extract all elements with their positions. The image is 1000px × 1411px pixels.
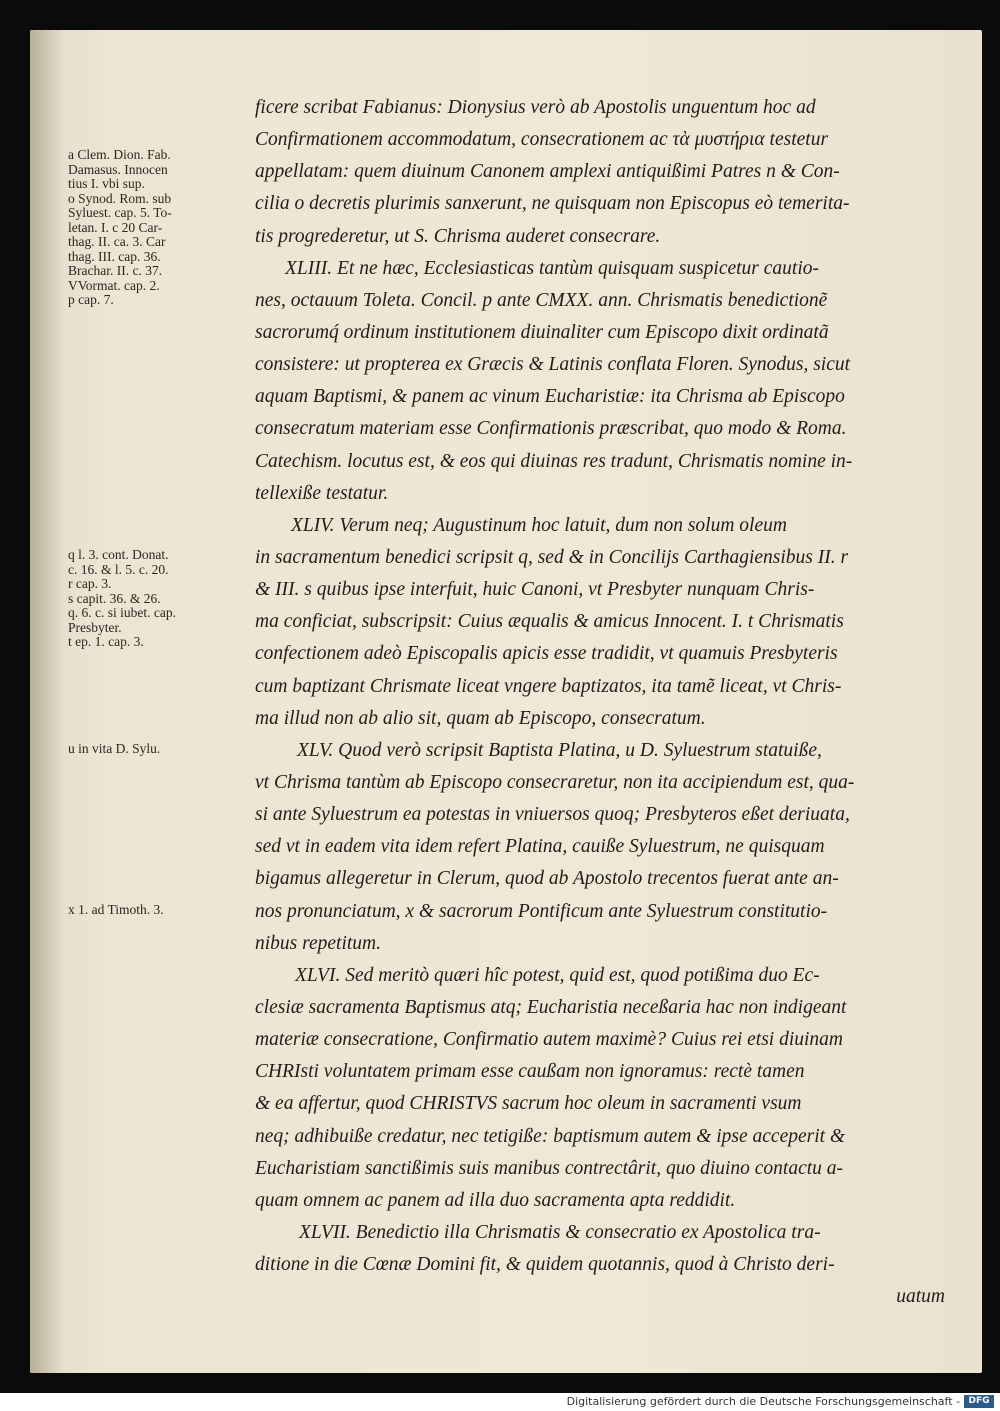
funding-credit: Digitalisierung gefördert durch die Deutsche Forschungsgemeinschaft -: [566, 1395, 960, 1408]
margin-note: x 1. ad Timoth. 3.: [68, 902, 164, 917]
gutter-shadow: [30, 30, 64, 1373]
text-line: bigamus allegeretur in Clerum, quod ab Apostolo trecentos fuerat ante an-: [255, 868, 839, 890]
text-line: materiæ consecratione, Confirmatio autem maximè? Cuius rei etsi diuinam: [255, 1029, 844, 1051]
text-line: consistere: ut propterea ex Græcis & Latinis conflata Floren. Synodus, sicut: [255, 354, 851, 376]
text-line: aquam Baptismi, & panem ac vinum Eucharistiæ: ita Chrisma ab Episcopo: [255, 386, 845, 408]
text-line: quam omnem ac panem ad illa duo sacramenta apta reddidit.: [255, 1189, 736, 1211]
text-line: nes, octauum Toleta. Concil. p ante CMXX. ann. Chrismatis benedictionẽ: [255, 289, 828, 311]
dfg-logo-icon: DFG: [964, 1395, 994, 1408]
text-line: nibus repetitum.: [255, 932, 382, 954]
margin-note: u in vita D. Sylu.: [68, 741, 161, 756]
text-line: Confirmationem accommodatum, consecrationem ac τὰ μυστήρια testetur: [255, 129, 829, 151]
main-text-block: [255, 92, 945, 1313]
margin-note: a Clem. Dion. Fab. Damasus. Innocen tius I. vbi sup. o Synod. Rom. sub Syluest. cap. 5. To- letan. I. c 20 Car- thag. II. ca. 3. Car thag. III. cap. 36. Brachar. II. c. 37. VVormat. cap. 2. p cap. 7.: [68, 147, 172, 307]
text-line: & III. s quibus ipse interfuit, huic Canoni, vt Presbyter nunquam Chris-: [255, 579, 815, 601]
text-line: CHRIsti voluntatem primam esse caußam non ignoramus: rectè tamen: [255, 1061, 805, 1083]
text-line: ditione in die Cœnæ Domini fit, & quidem quotannis, quod à Christo deri-: [255, 1254, 835, 1276]
text-line: ficere scribat Fabianus: Dionysius verò ab Apostolis unguentum hoc ad: [255, 97, 816, 118]
text-line: consecratum materiam esse Confirmationis præscribat, quo modo & Roma.: [255, 418, 847, 440]
text-line: confectionem adeò Episcopalis apicis esse tradidit, vt quamuis Presbyteris: [255, 643, 838, 665]
text-line: appellatam: quem diuinum Canonem amplexi antiquißimi Patres n & Con-: [255, 161, 840, 183]
text-line: cum baptizant Chrismate liceat vngere baptizatos, ita tamẽ liceat, vt Chris-: [255, 675, 842, 697]
text-line: tis progrederetur, ut S. Chrisma auderet consecrare.: [255, 225, 661, 247]
text-line: tellexiße testatur.: [255, 482, 389, 504]
text-line: Catechism. locutus est, & eos qui diuinas res tradunt, Chrismatis nomine in-: [255, 450, 853, 472]
text-line: cilia o decretis plurimis sanxerunt, ne quisquam non Episcopus eò temerita-: [255, 193, 850, 215]
text-line: ma conficiat, subscripsit: Cuius æqualis & amicus Innocent. I. t Chrismatis: [255, 611, 844, 633]
section-heading-line: XLVI. Sed meritò quæri hîc potest, quid est, quod potißima duo Ec-: [295, 964, 820, 986]
text-line: vt Chrisma tantùm ab Episcopo consecraretur, non ita accipiendum est, qua-: [255, 771, 855, 793]
text-line: sed vt in eadem vita idem refert Platina, cauiße Syluestrum, ne quisquam: [255, 836, 825, 858]
section-heading-line: XLIV. Verum neq; Augustinum hoc latuit, dum non solum oleum: [291, 514, 787, 536]
text-line: clesiæ sacramenta Baptismus atq; Eucharistia neceßaria hac non indigeant: [255, 996, 847, 1018]
text-line: & ea affertur, quod CHRISTVS sacrum hoc oleum in sacramenti vsum: [255, 1093, 802, 1115]
text-line: nos pronunciatum, x & sacrorum Pontificum ante Syluestrum constitutio-: [255, 900, 828, 922]
text-line: sacrorumq́ ordinum institutionem diuinaliter cum Episcopo dixit ordinatã: [255, 321, 829, 343]
footer-bar: [0, 1393, 1000, 1411]
catchword: uatum: [896, 1286, 945, 1308]
margin-note: q l. 3. cont. Donat. c. 16. & l. 5. c. 20. r cap. 3. s capit. 36. & 26. q. 6. c. si iubet. cap. Presbyter. t ep. 1. cap. 3.: [68, 547, 176, 649]
text-line: in sacramentum benedici scripsit q, sed & in Concilijs Carthagiensibus II. r: [255, 546, 849, 568]
section-heading-line: XLVII. Benedictio illa Chrismatis & consecratio ex Apostolica tra-: [299, 1221, 821, 1243]
section-heading-line: XLIII. Et ne hæc, Ecclesiasticas tantùm quisquam suspicetur cautio-: [285, 257, 820, 279]
text-line: Eucharistiam sanctißimis suis manibus contrectârit, quo diuino contactu a-: [255, 1157, 844, 1179]
text-line: ma illud non ab alio sit, quam ab Episcopo, consecratum.: [255, 707, 706, 729]
text-line: si ante Syluestrum ea potestas in vniuersos quoq; Presbyteros eßet deriuata,: [255, 804, 850, 826]
text-line: neq; adhibuiße credatur, nec tetigiße: baptismum autem & ipse acceperit &: [255, 1125, 846, 1147]
section-heading-line: XLV. Quod verò scripsit Baptista Platina, u D. Syluestrum statuiße,: [297, 739, 822, 761]
